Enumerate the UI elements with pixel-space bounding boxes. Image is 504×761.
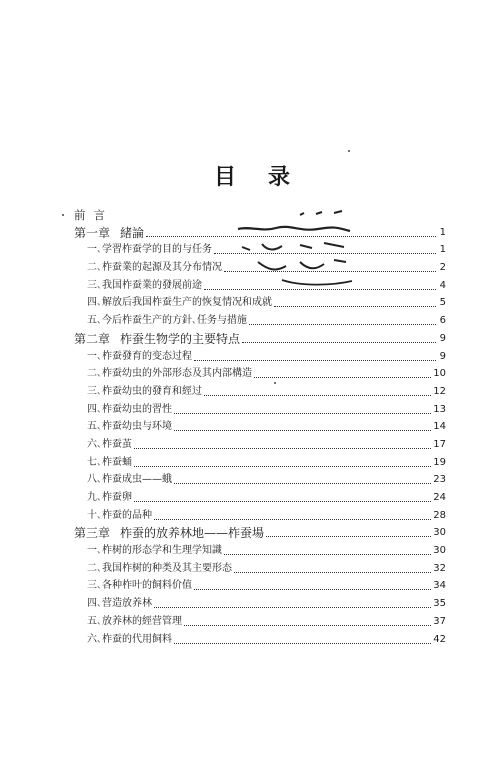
chapter-entry: [74, 523, 446, 541]
leader-dots: [194, 359, 436, 361]
leader-dots: [266, 535, 431, 537]
leader-dots: [242, 341, 436, 343]
page-number: 24: [433, 492, 446, 503]
section-title: 七､柞蚕蛹: [87, 456, 132, 468]
section-entry: [74, 629, 446, 647]
leader-dots: [154, 518, 431, 520]
leader-dots: [254, 376, 431, 378]
leader-dots: [224, 553, 431, 555]
leader-dots: [184, 624, 431, 626]
leader-dots: [146, 235, 436, 237]
speck: [348, 150, 350, 152]
leader-dots: [204, 288, 436, 290]
section-entry: [74, 310, 446, 328]
chapter-title: 柞蚕的放养林地——柞蚕場: [120, 526, 265, 541]
section-entry: [74, 346, 446, 364]
section-title: 十､柞蚕的品种: [87, 509, 152, 521]
section-title: 九､柞蚕卵: [87, 492, 132, 503]
section-entry: [74, 381, 446, 399]
section-title: 五､放养林的經营管理: [87, 615, 182, 627]
section-title: 一､柞蚕發育的变态过程: [87, 350, 192, 362]
section-title: 二､柞蚕幼虫的外部形态及其内部構造: [87, 368, 252, 380]
page-number: 35: [433, 598, 446, 610]
section-entry: [74, 611, 446, 629]
section-title: 五､今后柞蚕生产的方針､任务与措施: [87, 315, 247, 327]
section-entry: [74, 417, 446, 435]
leader-dots: [174, 642, 431, 644]
page-number: 13: [433, 403, 446, 415]
chapter-entry: [74, 222, 446, 240]
chapter-number: 第三章: [74, 526, 111, 541]
preface-entry: [74, 205, 446, 222]
page-number: 9: [439, 332, 446, 344]
section-entry: [74, 275, 446, 293]
speck: [62, 214, 64, 216]
section-entry: [74, 593, 446, 611]
section-title: 一､学習柞蚕学的目的与任务: [87, 244, 212, 256]
leader-dots: [249, 323, 436, 325]
section-entry: [74, 487, 446, 505]
leader-dots: [214, 252, 436, 254]
page-number: 9: [439, 350, 446, 362]
leader-dots: [274, 305, 436, 307]
leader-dots: [204, 394, 431, 396]
chapter-number: 第一章: [74, 225, 111, 240]
section-entry: [74, 470, 446, 488]
speck: [274, 382, 276, 384]
page-number: 28: [433, 509, 446, 521]
section-title: 四､柞蚕幼虫的習性: [87, 403, 172, 415]
leader-dots: [234, 571, 431, 573]
page-number: 1: [439, 244, 446, 256]
section-title: 五､柞蚕幼虫与环境: [87, 421, 172, 433]
page-title: [0, 160, 504, 191]
section-title: 三､各种柞叶的飼料价值: [87, 580, 192, 592]
section-entry: [74, 558, 446, 576]
page-number: 2: [439, 262, 446, 274]
page-number: 30: [433, 527, 446, 539]
section-title: 三､我国柞蚕業的發展前途: [87, 279, 202, 291]
leader-dots: [134, 447, 431, 449]
leader-dots: [154, 606, 431, 608]
preface-label: 前言: [74, 208, 113, 222]
section-entry: [74, 399, 446, 417]
section-title: 八､柞蚕成虫——蛾: [87, 474, 172, 486]
leader-dots: [134, 500, 431, 502]
section-entry: [74, 257, 446, 275]
leader-dots: [174, 429, 431, 431]
section-title: 一､柞树的形态学和生理学知識: [87, 545, 222, 557]
page-number: 17: [433, 438, 446, 450]
page-number: 6: [439, 315, 446, 327]
chapter-title: 緒論: [120, 225, 145, 240]
section-title: 六､柞蚕的代用飼料: [87, 633, 172, 645]
leader-dots: [174, 412, 431, 414]
page-number: 1: [439, 226, 446, 238]
section-entry: [74, 540, 446, 558]
section-entry: [74, 576, 446, 594]
leader-dots: [224, 270, 436, 272]
page-number: 32: [433, 562, 446, 574]
page-number: 14: [433, 421, 446, 433]
section-title: 三､柞蚕幼虫的發育和經过: [87, 385, 202, 397]
chapter-number: 第二章: [74, 331, 111, 346]
page-number: 34: [433, 580, 446, 592]
page-title-char-2: 录: [268, 165, 291, 190]
section-entry: [74, 293, 446, 311]
section-title: 四､营造放养林: [87, 598, 152, 610]
section-title: 二､我国柞树的种类及其主要形态: [87, 562, 232, 574]
section-entry: [74, 452, 446, 470]
leader-dots: [194, 588, 431, 590]
section-entry: [74, 240, 446, 258]
page-number: 30: [433, 545, 446, 557]
table-of-contents: [74, 205, 446, 647]
page-number: 10: [433, 368, 446, 380]
section-entry: [74, 364, 446, 382]
section-entry: [74, 505, 446, 523]
page-title-char-1: 目: [213, 165, 236, 190]
section-title: 四､解放后我国柞蚕生产的恢复情况和成就: [87, 297, 272, 309]
chapter-entry: [74, 328, 446, 346]
page-number: 4: [439, 279, 446, 291]
leader-dots: [174, 482, 431, 484]
section-entry: [74, 434, 446, 452]
page-number: 23: [433, 474, 446, 486]
page-number: 37: [433, 615, 446, 627]
section-title: 二､柞蚕業的起源及其分布情况: [87, 262, 222, 274]
section-title: 六､柞蚕茧: [87, 438, 132, 450]
page-number: 5: [439, 297, 446, 309]
page-number: 12: [433, 385, 446, 397]
chapter-title: 柞蚕生物学的主要特点: [120, 331, 241, 346]
page-number: 19: [433, 456, 446, 468]
page-number: 42: [433, 633, 446, 645]
leader-dots: [134, 465, 431, 467]
